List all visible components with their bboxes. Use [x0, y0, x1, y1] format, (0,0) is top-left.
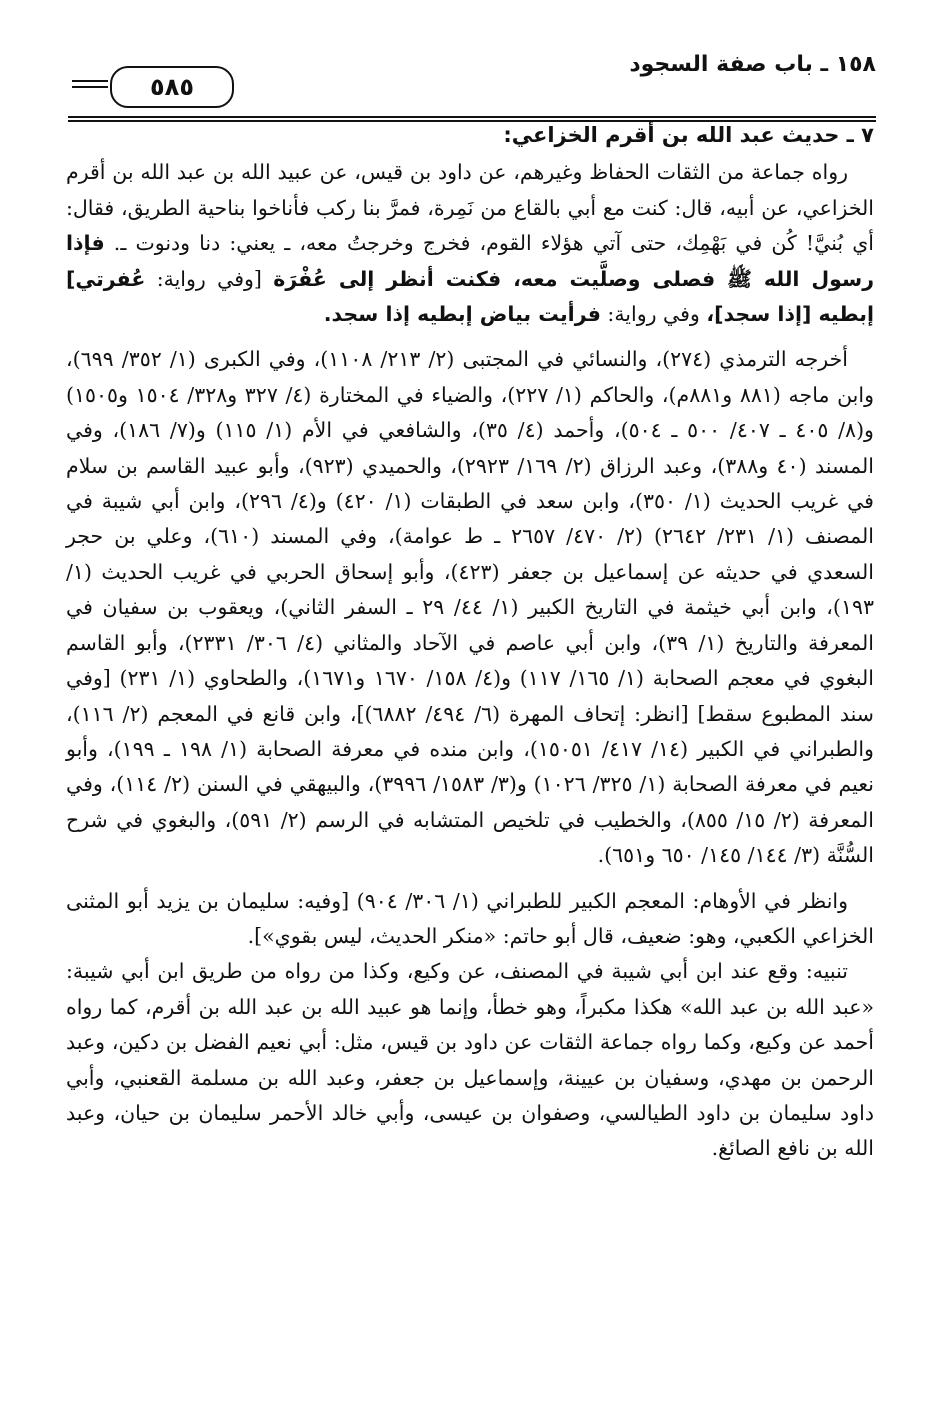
running-title: ١٥٨ ـ باب صفة السجود: [629, 52, 876, 77]
paragraph-gap: [66, 874, 874, 884]
page-number-badge: ٥٨٥: [110, 66, 234, 108]
narration-text: وفي رواية:: [607, 302, 700, 327]
badge-ornament-line: [72, 86, 108, 88]
hadith-heading: ٧ ـ حديث عبد الله بن أقرم الخزاعي:: [503, 123, 874, 147]
awham-paragraph: وانظر في الأوهام: المعجم الكبير للطبراني (١/ ٣٠٦/ ٩٠٤) [وفيه: سليمان بن يزيد أبو المثنى الخزاعي الكعبي، وهو: ضعيف، قال أبو حاتم: «منكر الحديث، ليس بقوي»].: [66, 888, 874, 948]
takhrij-paragraph: أخرجه الترمذي (٢٧٤)، والنسائي في المجتبى (٢/ ٢١٣/ ١١٠٨)، وفي الكبرى (١/ ٣٥٢/ ٦٩٩)، وابن ماجه (٨٨١ و٨٨١م)، والحاكم (١/ ٢٢٧)، والضياء في المختارة (٤/ ٣٢٧ و٣٢٨/ ١٥٠٤ و١٥٠٥) و(٨/ ٤٠٥ ـ ٤٠٧/ ٥٠٠ ـ ٥٠٤)، وأحمد (٤/ ٣٥)، والشافعي في الأم (١/ ١١٥) و(٧/ ١٨٦)، وفي المسند (٤٠ و٣٨٨)، وعبد الرزاق (٢/ ١٦٩/ ٢٩٢٣)، والحميدي (٩٢٣)، وأبو عبيد القاسم بن سلام في غريب الحديث (١/ ٣٥٠)، وابن سعد في الطبقات (١/ ٤٢٠) و(٤/ ٢٩٦)، وابن أبي شيبة في المصنف (١/ ٢٣١/ ٢٦٤٢) (٢/ ٤٧٠/ ٢٦٥٧ ـ ط عوامة)، وفي المسند (٦١٠)، وعلي بن حجر السعدي في حديثه عن إسماعيل بن جعفر (٤٢٣)، وأبو إسحاق الحربي في غريب الحديث (١/ ١٩٣)، وابن أبي خيثمة في التاريخ الكبير (١/ ٤٤/ ٢٩ ـ السفر الثاني)، ويعقوب بن سفيان في المعرفة والتاريخ (١/ ٣٩)، وابن أبي عاصم في الآحاد والمثاني (٤/ ٣٠٦/ ٢٣٣١)، وأبو القاسم البغوي في معجم الصحابة (١/ ١٦٥/ ١١٧) و(٤/ ١٥٨/ ١٦٧٠ و١٦٧١)، والطحاوي (١/ ٢٣١) [وفي سند المطبوع سقط] [انظر: إتحاف المهرة (٦/ ٤٩٤/ ٦٨٨٢)]، وابن قانع في المعجم (٢/ ١١٦)، والطبراني في الكبير (١٤/ ٤١٧/ ١٥٠٥١)، وابن منده في معرفة الصحابة (١/ ١٩٨ ـ ١٩٩)، وأبو نعيم في معرفة الصحابة (١/ ٣٢٥/ ١٠٢٦) و(٣/ ١٥٨٣/ ٣٩٩٦)، والبيهقي في السنن (٢/ ١١٤)، وفي المعرفة (٢/ ١٥/ ٨٥٥)، والخطيب في تلخيص المتشابه في الرسم (٢/ ٥٩١)، والبغوي في شرح السُّنَّة (٣/ ١٤٤/ ١٤٥/ ٦٥٠ و٦٥١).: [66, 347, 874, 868]
page-body: [66, 118, 874, 1167]
narration-bold-text: فرأيت بياض إبطيه إذا سجد.: [323, 302, 601, 327]
badge-ornament-line: [72, 80, 108, 82]
narration-bold-text: فإذا رسول الله ﷺ فصلى وصلَّيت معه، فكنت أنظر إلى عُفْرَة: [66, 231, 874, 291]
narration-text: [وفي رواية:: [156, 266, 262, 291]
narration-paragraph: [66, 155, 874, 332]
narration-text: رواه جماعة من الثقات الحفاظ وغيرهم، عن داود بن قيس، عن عبيد الله بن عبد الله بن أقرم الخزاعي، عن أبيه، قال: كنت مع أبي بالقاع من نَمِرة، فمرَّ بنا ركب فأناخوا بناحية الطريق، فقال: أي بُنيَّ! كُن في بَهْمِك، حتى آتي هؤلاء القوم، فخرج وخرجتُ معه، ـ يعني: دنا ودنوت ـ.: [66, 160, 874, 256]
tanbih-paragraph: تنبيه: وقع عند ابن أبي شيبة في المصنف، عن وكيع، وكذا من رواه من طريق ابن أبي شيبة: «عبد الله بن عبد الله» هكذا مكبراً، وهو خطأ، وإنما هو عبيد الله بن عبد الله بن أقرم، كما رواه أحمد عن وكيع، وكما رواه جماعة الثقات عن داود بن قيس، مثل: أبي نعيم الفضل بن دكين، وعبد الرحمن بن مهدي، وسفيان بن عيينة، وإسماعيل بن جعفر، وعبد الله بن مسلمة القعنبي، وأبي داود سليمان بن داود الطيالسي، وصفوان بن عيسى، وأبي خالد الأحمر سليمان بن حيان، وعبد الله بن نافع الصائغ.: [66, 959, 874, 1161]
paragraph-gap: [66, 332, 874, 342]
page-header: [68, 40, 876, 110]
narration-bold-text: عُفرتي] إبطيه [إذا سجد]،: [66, 266, 874, 327]
